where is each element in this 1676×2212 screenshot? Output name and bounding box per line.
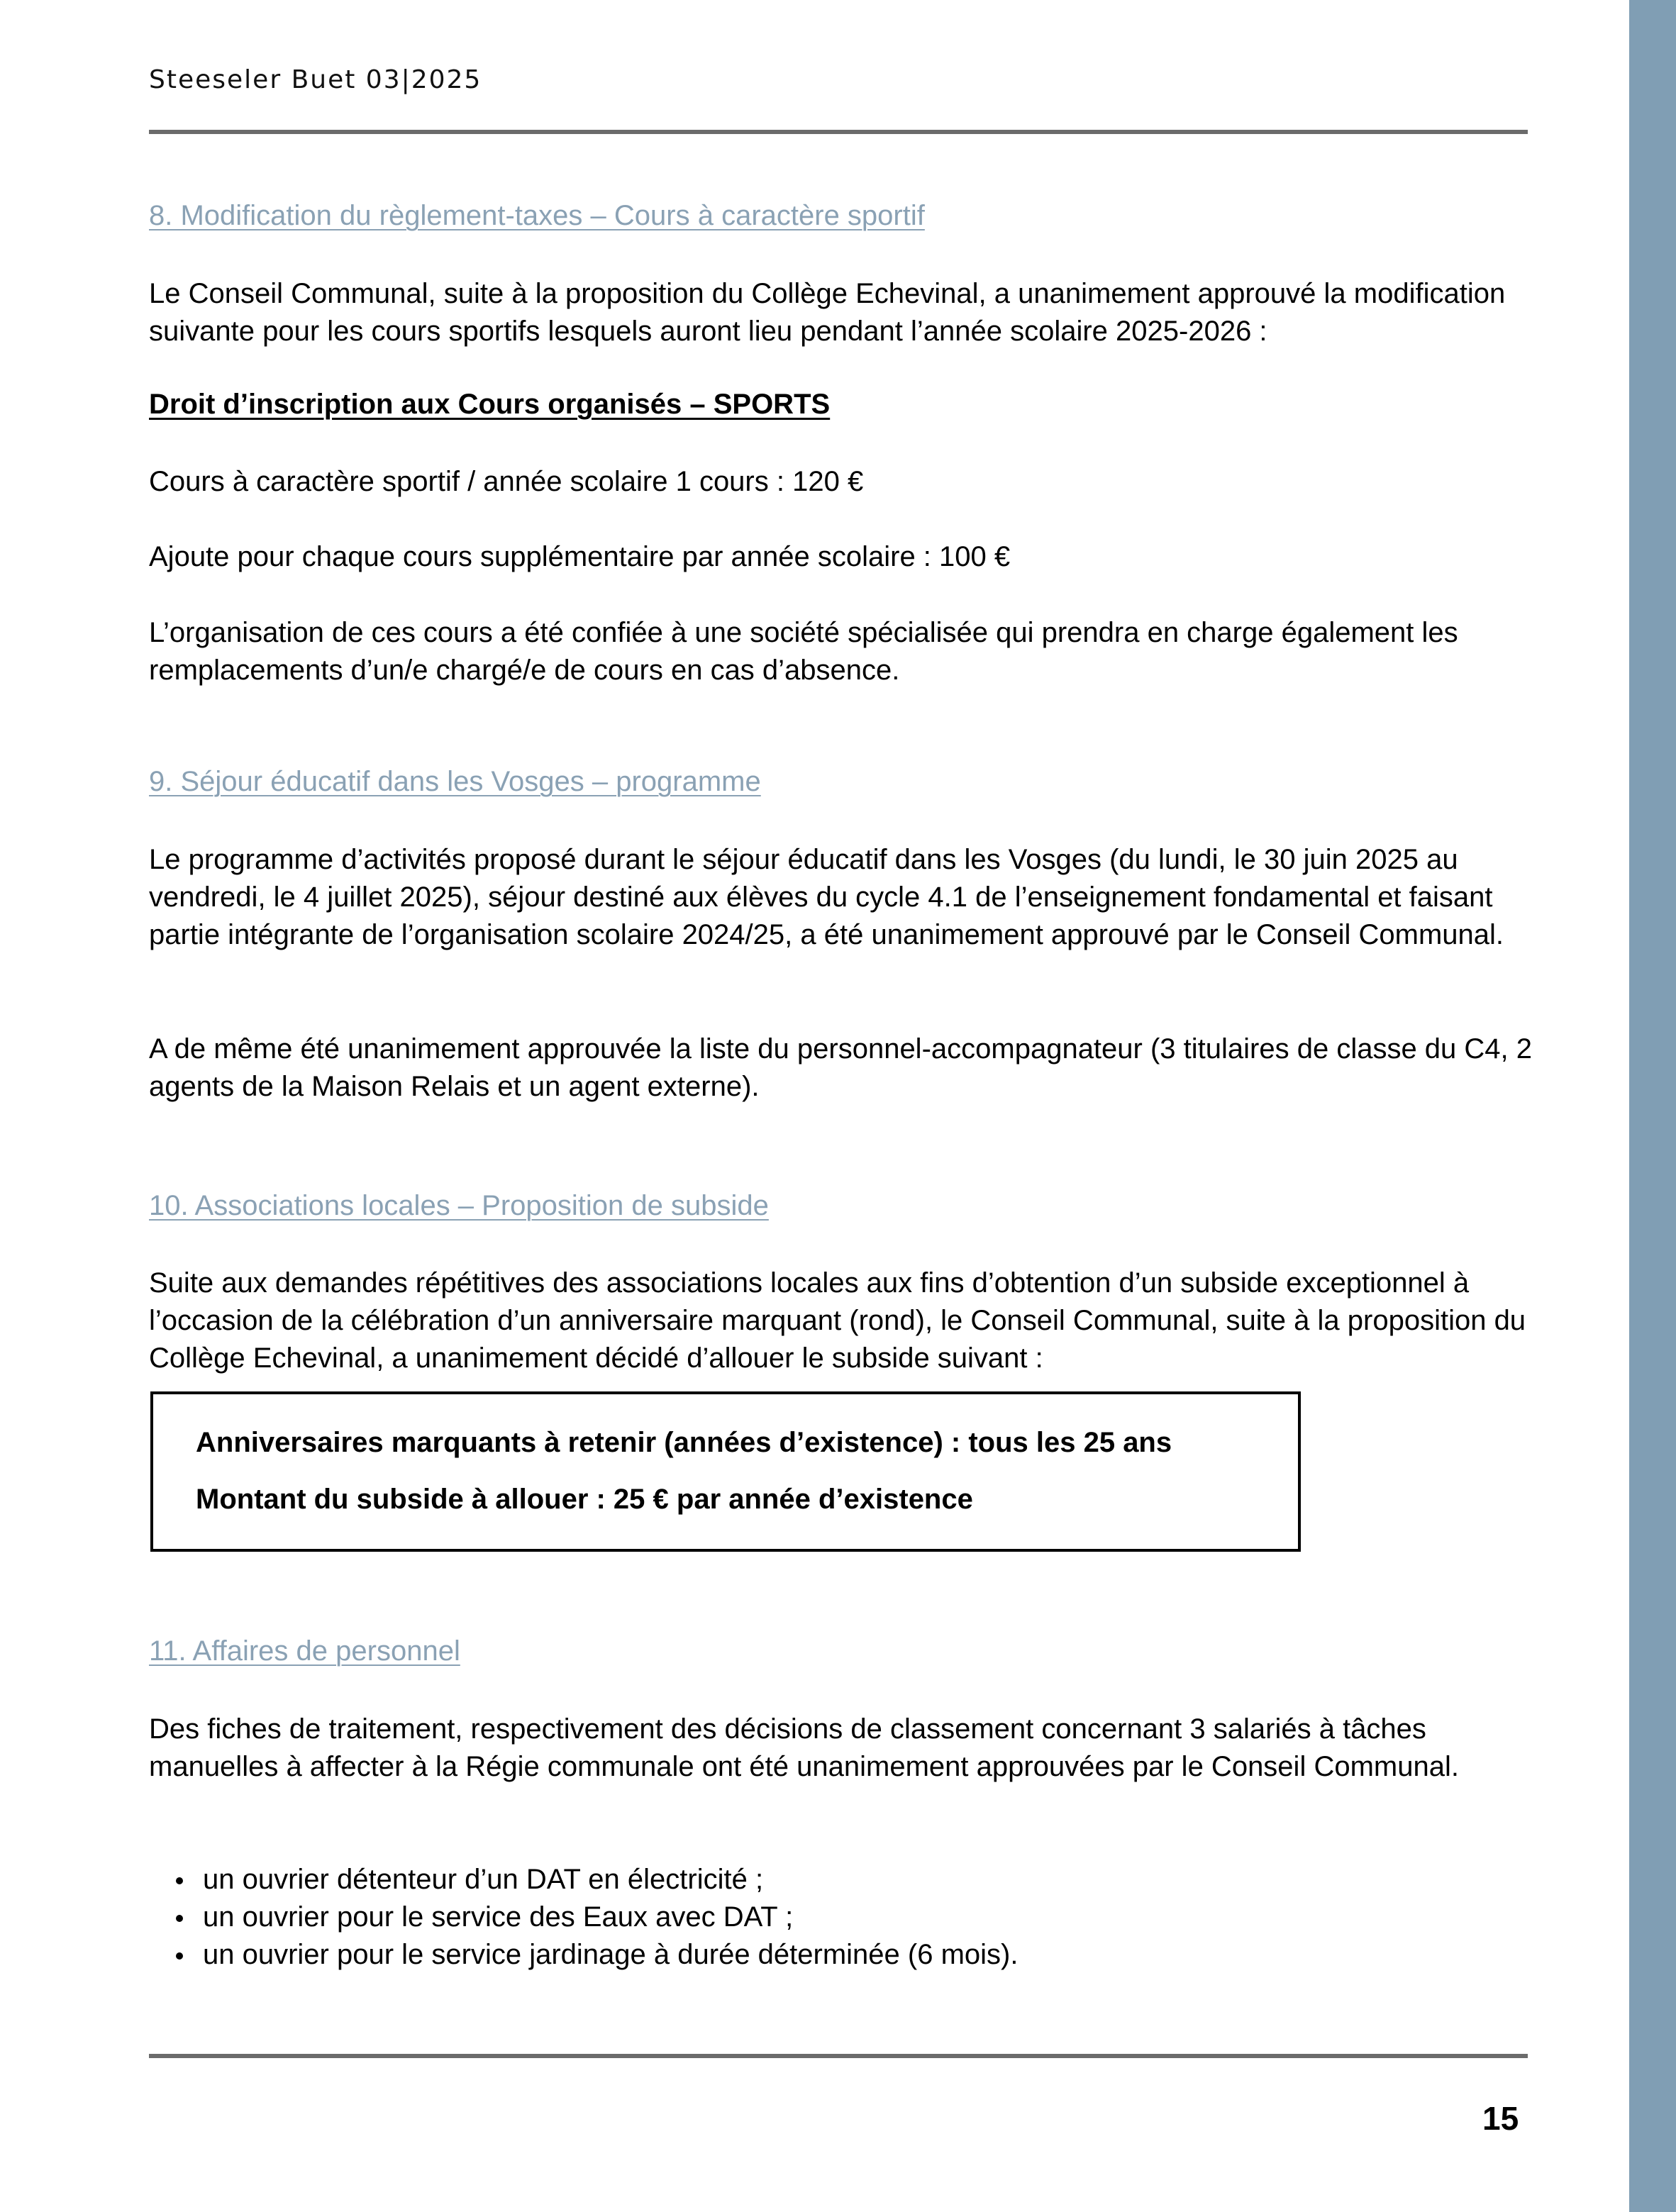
section-9 <box>149 766 1532 798</box>
section-10-p1-block <box>149 1265 1536 1377</box>
section-9-p1-block <box>149 841 1536 954</box>
subsidy-box <box>150 1391 1301 1552</box>
personnel-list <box>149 1861 1532 1974</box>
section-11-heading: 11. Affaires de personnel <box>149 1635 460 1667</box>
section-8-note: L’organisation de ces cours a été confiée à une société spécialisée qui prendra en charge également les remplacements d’un/e chargé/e de cours en cas d’absence. <box>149 617 1458 686</box>
section-10 <box>149 1190 1532 1222</box>
footer-divider <box>149 2054 1528 2058</box>
section-9-paragraph-1: Le programme d’activités proposé durant le séjour éducatif dans les Vosges (du lundi, le 30 juin 2025 au vendredi, le 4 juillet 2025), séjour destiné aux élèves du cycle 4.1 de l’enseignement fondamental et faisant partie intégrante de l’organisation scolaire 2024/25, a été unanimement approuvé par le Conseil Communal. <box>149 844 1504 950</box>
section-8-subheading: Droit d’inscription aux Cours organisés – SPORTS <box>149 389 831 420</box>
fee-first-course: Cours à caractère sportif / année scolaire 1 cours : 120 € <box>149 466 864 497</box>
subsidy-anniversaries: Anniversaires marquants à retenir (années d’existence) : tous les 25 ans <box>196 1427 1172 1458</box>
bullet-icon <box>176 1915 183 1922</box>
section-8-subheading-block <box>149 389 1532 421</box>
section-8-note-block <box>149 614 1536 689</box>
newsletter-title: Steeseler Buet 03|2025 <box>149 65 482 94</box>
section-11-p1-block <box>149 1711 1518 1786</box>
bullet-icon <box>176 1952 183 1960</box>
section-10-heading: 10. Associations locales – Proposition de subside <box>149 1190 769 1221</box>
section-11 <box>149 1635 1532 1667</box>
list-item: un ouvrier pour le service jardinage à durée déterminée (6 mois). <box>149 1936 1532 1974</box>
decorative-sidebar-band <box>1629 0 1676 2212</box>
list-item: un ouvrier détenteur d’un DAT en électricité ; <box>149 1861 1532 1899</box>
list-item: un ouvrier pour le service des Eaux avec DAT ; <box>149 1899 1532 1936</box>
section-8-intro-block <box>149 275 1518 350</box>
section-8-heading: 8. Modification du règlement-taxes – Cours à caractère sportif <box>149 200 925 231</box>
fee-additional-course: Ajoute pour chaque cours supplémentaire par année scolaire : 100 € <box>149 541 1011 572</box>
section-9-paragraph-2: A de même été unanimement approuvée la liste du personnel-accompagnateur (3 titulaires de classe du C4, 2 agents de la Maison Relais et un agent externe). <box>149 1033 1533 1102</box>
section-8 <box>149 200 1532 232</box>
section-10-paragraph-1: Suite aux demandes répétitives des associations locales aux fins d’obtention d’un subside exceptionnel à l’occasion de la célébration d’un anniversaire marquant (rond), le Conseil Communal, suite à la proposition du Collège Echevinal, a unanimement décidé d’allouer le subside suivant : <box>149 1267 1526 1374</box>
header-divider <box>149 130 1528 134</box>
section-8-intro: Le Conseil Communal, suite à la proposition du Collège Echevinal, a unanimement approuvé la modification suivante pour les cours sportifs lesquels auront lieu pendant l’année scolaire 2025-2026 : <box>149 278 1506 347</box>
section-11-paragraph-1: Des fiches de traitement, respectivement des décisions de classement concernant 3 salariés à tâches manuelles à affecter à la Régie communale ont été unanimement approuvées par le Conseil Communal. <box>149 1713 1459 1782</box>
subsidy-amount: Montant du subside à allouer : 25 € par année d’existence <box>196 1484 973 1515</box>
section-11-bullets-block <box>149 1861 1532 1974</box>
page-number: 15 <box>1482 2100 1519 2137</box>
bullet-icon <box>176 1877 183 1884</box>
section-9-heading: 9. Séjour éducatif dans les Vosges – programme <box>149 766 761 797</box>
section-8-fee2-block <box>149 538 1532 576</box>
section-9-p2-block <box>149 1030 1536 1106</box>
section-8-fee1-block <box>149 463 1532 501</box>
